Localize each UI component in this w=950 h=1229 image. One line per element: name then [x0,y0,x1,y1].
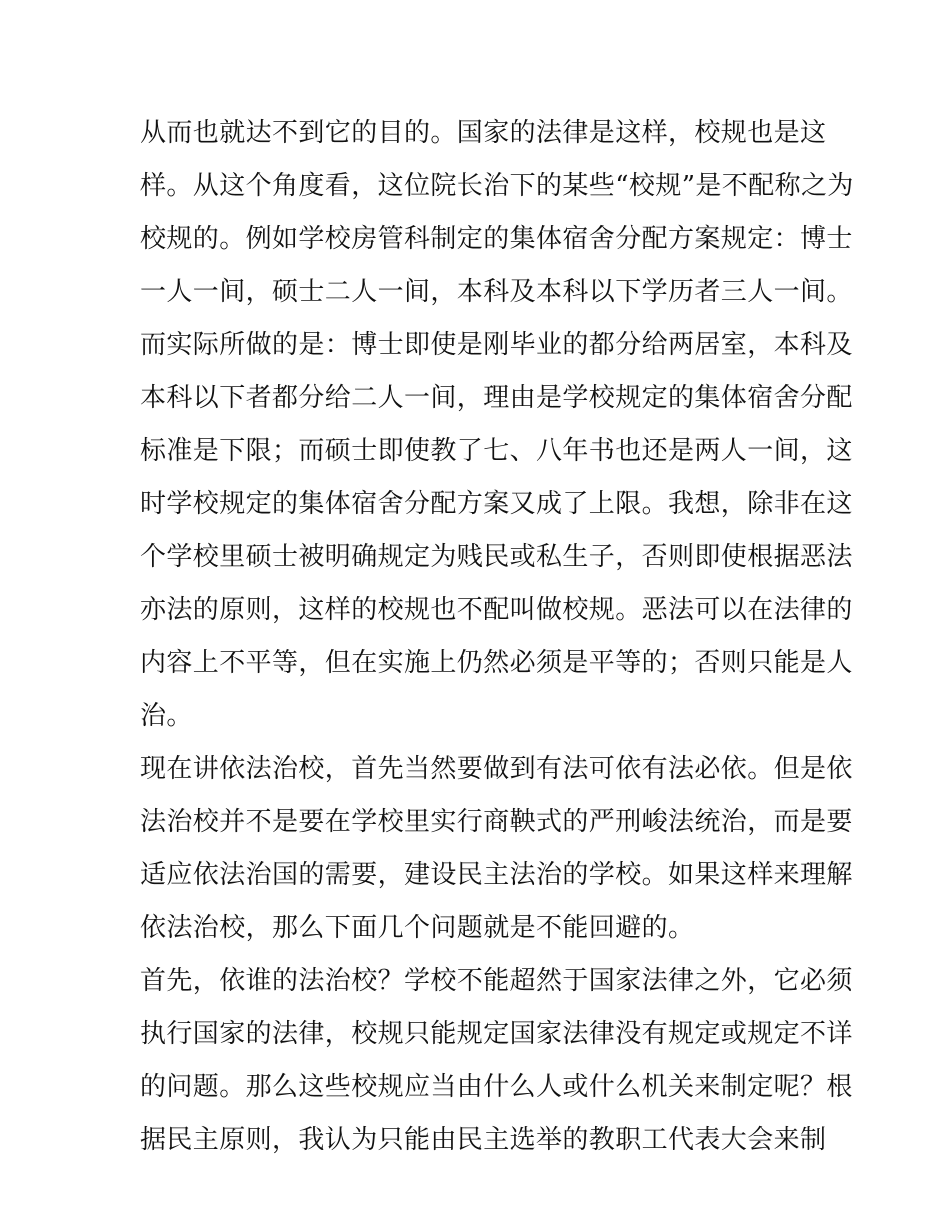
text-line: 首先，依谁的法治校？学校不能超然于国家法律之外，它必须 [140,966,853,996]
text-line: 亦法的原则，这样的校规也不配叫做校规。恶法可以在法律的 [140,595,853,625]
text-line: 本科以下者都分给二人一间，理由是学校规定的集体宿舍分配 [140,383,853,413]
text-line: 校规的。例如学校房管科制定的集体宿舍分配方案规定：博士 [140,224,853,254]
text-line: 个学校里硕士被明确规定为贱民或私生子，否则即使根据恶法 [140,542,853,572]
text-line: 适应依法治国的需要，建设民主法治的学校。如果这样来理解 [140,860,853,890]
text-line: 时学校规定的集体宿舍分配方案又成了上限。我想，除非在这 [140,489,853,519]
text-line: 从而也就达不到它的目的。国家的法律是这样，校规也是这 [140,118,827,148]
text-line: 的问题。那么这些校规应当由什么人或什么机关来制定呢？根 [140,1072,853,1102]
text-line: 法治校并不是要在学校里实行商鞅式的严刑峻法统治，而是要 [140,807,853,837]
text-line: 现在讲依法治校，首先当然要做到有法可依有法必依。但是依 [140,754,853,784]
text-line: 一人一间，硕士二人一间，本科及本科以下学历者三人一间。 [140,277,853,307]
text-line: 执行国家的法律，校规只能规定国家法律没有规定或规定不详 [140,1019,853,1049]
text-line: 样。从这个角度看，这位院长治下的某些“校规”是不配称之为 [140,171,854,201]
text-line: 而实际所做的是：博士即使是刚毕业的都分给两居室，本科及 [140,330,853,360]
text-line: 标准是下限；而硕士即使教了七、八年书也还是两人一间，这 [140,436,853,466]
body-text [140,110,854,1170]
text-line: 依法治校，那么下面几个问题就是不能回避的。 [140,913,695,943]
text-line: 内容上不平等，但在实施上仍然必须是平等的；否则只能是人 [140,648,853,678]
text-line: 据民主原则，我认为只能由民主选举的教职工代表大会来制 [140,1125,827,1155]
text-line: 治。 [140,701,193,731]
